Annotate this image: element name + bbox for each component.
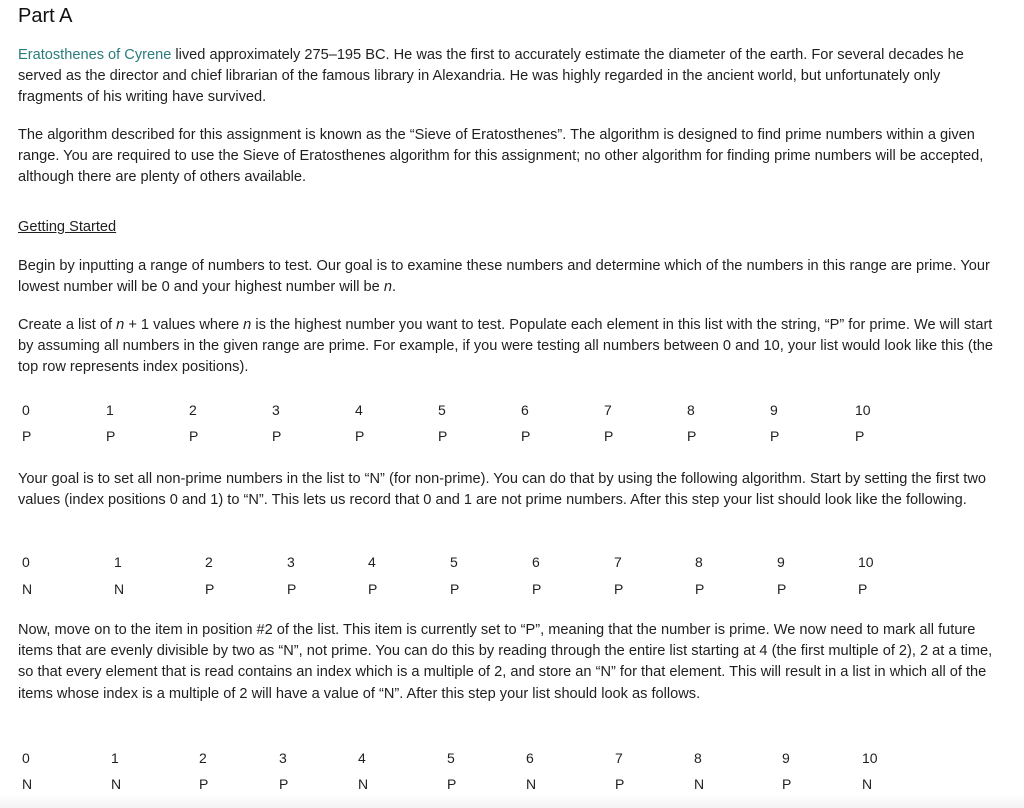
page-bottom-edge xyxy=(0,794,1024,808)
index-cell: 4 xyxy=(355,402,363,418)
index-cell: 1 xyxy=(114,554,122,570)
value-cell: P xyxy=(450,581,460,597)
create-list-text-a: Create a list of xyxy=(18,317,117,333)
index-cell: 5 xyxy=(450,554,458,570)
range-paragraph xyxy=(18,256,1003,298)
value-cell: P xyxy=(858,581,868,597)
multiples-of-two-paragraph: Now, move on to the item in position #2 of the list. This item is currently set to “P”, meaning that the number is prime. We now need to mark all future items that are evenly divisible by two as “N”, not prime. You can do this by reading through the entire list starting at 4 (the first multiple of 2), 2 at a time, so that every element that is read contains an index which is a multiple of 2, and store an “N” for that element. This will result in a list in which all of the items whose index is a multiple of 2 will have a value of “N”. After this step your list should look as follows. xyxy=(18,622,993,702)
var-n: n xyxy=(383,279,392,296)
index-cell: 9 xyxy=(777,554,785,570)
index-cell: 5 xyxy=(447,750,455,766)
index-cell: 2 xyxy=(189,402,197,418)
index-cell: 5 xyxy=(438,402,446,418)
index-cell: 10 xyxy=(858,554,874,570)
index-cell: 3 xyxy=(279,750,287,766)
value-cell: P xyxy=(355,428,365,444)
value-cell: P xyxy=(687,428,697,444)
list-table-after-first-two xyxy=(0,552,1024,598)
eratosthenes-link[interactable]: Eratosthenes of Cyrene xyxy=(18,47,172,63)
value-cell: N xyxy=(22,581,33,597)
value-cell: N xyxy=(114,581,125,597)
list-table-initial xyxy=(0,400,1024,446)
index-cell: 4 xyxy=(358,750,366,766)
section-heading-getting-started: Getting Started xyxy=(18,219,117,235)
intro-text: lived approximately 275–195 BC. He was the first to accurately estimate the diameter of the earth. For several decades he served as the director and chief librarian of the famous library in Alexandria. He was highly regarded in the ancient world, but unfortunately only fragments of his writing have survived. xyxy=(18,47,964,106)
index-cell: 2 xyxy=(205,554,213,570)
value-cell: P xyxy=(521,428,531,444)
index-cell: 1 xyxy=(106,402,114,418)
var-n-2: n xyxy=(243,317,252,333)
value-cell: P xyxy=(604,428,614,444)
set-nonprime-paragraph: Your goal is to set all non-prime numbers in the list to “N” (for non-prime). You can do that by using the following algorithm. Start by setting the first two values (index positions 0 and 1) to “N”. This lets us record that 0 and 1 are not prime numbers. After this step your list should look like the following. xyxy=(18,471,986,509)
value-cell: P xyxy=(614,581,624,597)
value-cell: P xyxy=(272,428,282,444)
index-cell: 9 xyxy=(782,750,790,766)
create-list-text-b: + 1 values where xyxy=(124,317,244,333)
value-cell: P xyxy=(782,776,792,792)
value-cell: P xyxy=(287,581,297,597)
value-cell: P xyxy=(770,428,780,444)
value-cell: P xyxy=(279,776,289,792)
value-cell: P xyxy=(855,428,865,444)
index-cell: 0 xyxy=(22,554,30,570)
value-cell: P xyxy=(532,581,542,597)
range-end: . xyxy=(391,279,397,296)
value-cell: N xyxy=(111,776,122,792)
index-cell: 0 xyxy=(22,750,30,766)
value-cell: P xyxy=(189,428,199,444)
value-cell: N xyxy=(358,776,369,792)
index-cell: 3 xyxy=(272,402,280,418)
value-cell: P xyxy=(106,428,116,444)
index-cell: 6 xyxy=(526,750,534,766)
value-cell: P xyxy=(777,581,787,597)
value-cell: P xyxy=(438,428,448,444)
value-cell: N xyxy=(526,776,537,792)
create-list-paragraph xyxy=(18,315,1003,379)
index-cell: 10 xyxy=(862,750,878,766)
index-cell: 8 xyxy=(695,554,703,570)
index-cell: 8 xyxy=(694,750,702,766)
index-cell: 10 xyxy=(855,402,871,418)
value-cell: P xyxy=(447,776,457,792)
create-list-text-c: is the highest number you want to test. Populate each element in this list with the string, “P” for prime. We will start by assuming all numbers in the given range are prime. For example, if you were testing all numbers between 0 and 10, your list would look like this (the top row represents index positions). xyxy=(18,317,994,376)
intro-paragraph xyxy=(18,45,1003,109)
value-cell: P xyxy=(199,776,209,792)
index-cell: 8 xyxy=(687,402,695,418)
list-table-after-multiples-of-two xyxy=(0,748,1024,794)
index-cell: 0 xyxy=(22,402,30,418)
value-cell: P xyxy=(205,581,215,597)
var-n-1: n xyxy=(116,317,125,333)
index-cell: 7 xyxy=(614,554,622,570)
index-cell: 1 xyxy=(111,750,119,766)
page-title: Part A xyxy=(18,5,73,27)
algorithm-paragraph: The algorithm described for this assignment is known as the “Sieve of Eratosthenes”. The algorithm is designed to find prime numbers within a given range. You are required to use the Sieve of Eratosthenes algorithm for this assignment; no other algorithm for finding prime numbers will be accepted, although there are plenty of others available. xyxy=(18,127,984,186)
index-cell: 7 xyxy=(604,402,612,418)
value-cell: P xyxy=(22,428,32,444)
index-cell: 2 xyxy=(199,750,207,766)
index-cell: 7 xyxy=(615,750,623,766)
index-cell: 4 xyxy=(368,554,376,570)
index-cell: 9 xyxy=(770,402,778,418)
index-cell: 6 xyxy=(532,554,540,570)
range-text: Begin by inputting a range of numbers to test. Our goal is to examine these numbers and determine which of the numbers in this range are prime. Your lowest number will be 0 and your highest number will be xyxy=(18,258,990,296)
index-cell: 6 xyxy=(521,402,529,418)
value-cell: P xyxy=(695,581,705,597)
value-cell: N xyxy=(22,776,33,792)
index-cell: 3 xyxy=(287,554,295,570)
value-cell: N xyxy=(694,776,705,792)
value-cell: P xyxy=(615,776,625,792)
value-cell: N xyxy=(862,776,873,792)
value-cell: P xyxy=(368,581,378,597)
